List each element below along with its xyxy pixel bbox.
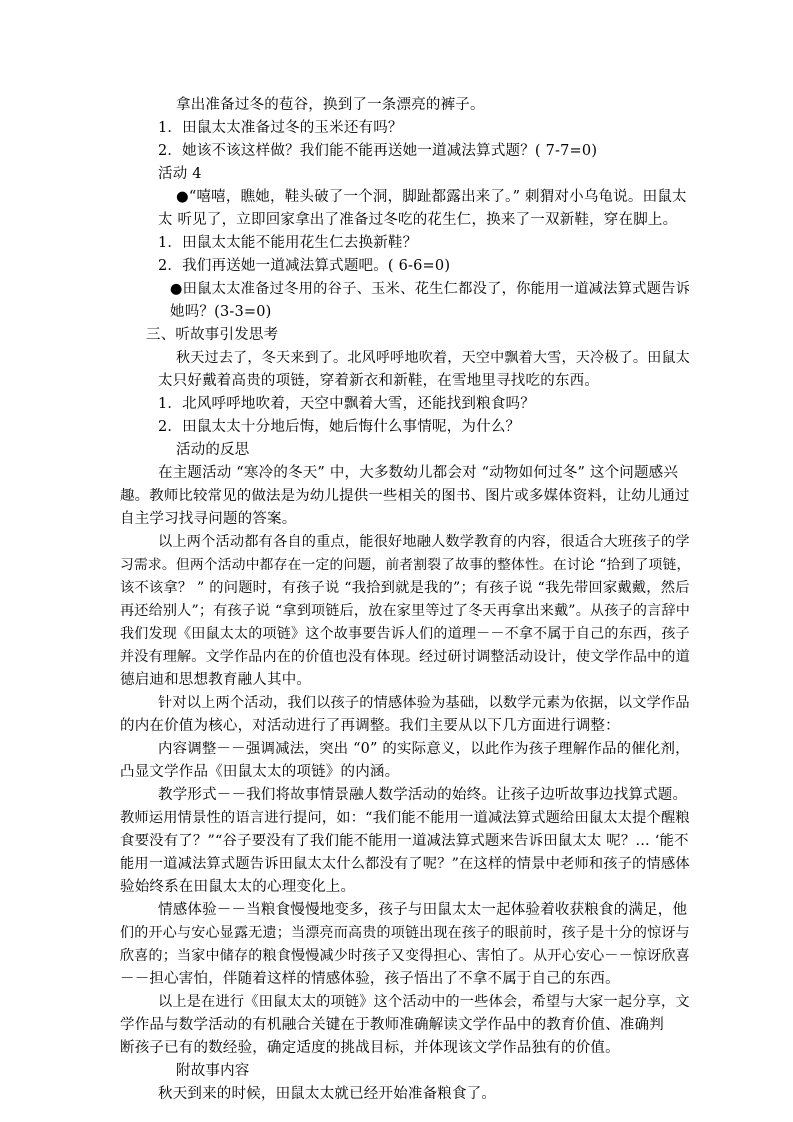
- section-heading: 附故事内容: [176, 1063, 250, 1079]
- paragraph-line: 我们发现《田鼠太太的项链》这个故事要告诉人们的道理－－不拿不属于自己的东西，孩子: [120, 626, 690, 642]
- text-line: 太只好戴着高贵的项链，穿着新衣和新鞋，在雪地里寻找吃的东西。: [158, 373, 599, 389]
- paragraph-line: 并没有理解。文学作品内在的价值也没有体现。经过研讨调整活动设计，使文学作品中的道: [120, 649, 690, 665]
- paragraph-line: 教学形式－－我们将故事情景融人数学活动的始终。让孩子边听故事边找算式题。: [158, 787, 688, 803]
- paragraph-line: 再还给别人”；有孩子说 “拿到项链后，放在家里等过了冬天再拿出来戴”。从孩子的言辞中: [120, 603, 691, 619]
- paragraph-line: 的内在价值为核心，对活动进行了再调整。我们主要从以下几方面进行调整：: [120, 718, 620, 734]
- paragraph-line: 针对以上两个活动，我们以孩子的情感体验为基础，以数学元素为依据，以文学作品: [158, 695, 690, 711]
- paragraph-line: 们的开心与安心显露无遗；当漂亮而高贵的项链出现在孩子的眼前时，孩子是十分的惊讶与: [120, 925, 690, 941]
- section-heading: 活动的反思: [176, 442, 250, 458]
- text-line: 秋天过去了，冬天来到了。北风呼呼地吹着，天空中飘着大雪，天冷极了。田鼠太: [176, 350, 691, 366]
- question-item: 1．田鼠太太能不能用花生仁去换新鞋？: [158, 235, 418, 251]
- question-item: 2．田鼠太太十分地后悔，她后悔什么事情呢，为什么？: [158, 419, 521, 435]
- paragraph-line: 断孩子已有的数经验，确定适度的挑战目标，并体现该文学作品独有的价值。: [120, 1040, 620, 1056]
- paragraph-line: 自主学习找寻问题的答案。: [120, 511, 297, 527]
- text-line: ●田鼠太太准备过冬用的谷子、玉米、花生仁都没了，你能用一道减法算式题告诉: [170, 281, 691, 297]
- text-line: 拿出准备过冬的苞谷，换到了一条漂亮的裤子。: [176, 97, 485, 113]
- paragraph-line: 在主题活动 “寒冷的冬天” 中，大多数幼儿都会对 “动物如何过冬” 这个问题感兴: [158, 465, 679, 481]
- section-heading: 三、听故事引发思考: [146, 327, 279, 343]
- question-item: 1．田鼠太太准备过冬的玉米还有吗？: [158, 120, 403, 136]
- text-line: 太 听见了，立即回家拿出了准备过冬吃的花生仁，换来了一双新鞋，穿在脚上。: [158, 212, 678, 228]
- question-item: 1．北风呼呼地吹着，天空中飘着大雪，还能找到粮食吗？: [158, 396, 535, 412]
- paragraph-line: 欣喜的；当家中储存的粮食慢慢减少时孩子又变得担心、害怕了。从开心安心－－惊讶欣喜: [120, 948, 690, 964]
- paragraph-line: 能用一道减法算式题告诉田鼠太太什么都没有了呢？”在这样的情景中老师和孩子的情感体: [120, 856, 690, 872]
- paragraph-line: 趣。教师比较常见的做法是为幼儿提供一些相关的图书、图片或多媒体资料，让幼儿通过: [120, 488, 690, 504]
- paragraph-line: 秋天到来的时候，田鼠太太就已经开始准备粮食了。: [158, 1086, 497, 1102]
- question-item: 2．她该不该这样做？我们能不能再送她一道减法算式题？( 7-7=0): [158, 143, 598, 159]
- paragraph-line: 教师运用情景性的语言进行提问，如：“我们能不能用一道减法算式题给田鼠太太提个醒粮: [120, 810, 690, 826]
- paragraph-line: 学作品与数学活动的有机融合关键在于教师准确解读文学作品中的教育价值、准确判: [120, 1017, 664, 1033]
- paragraph-line: 食要没有了？”“谷子要没有了我们能不能用一道减法算式题来告诉田鼠太太 呢？… ‘能不: [120, 833, 689, 849]
- paragraph-line: 验始终系在田鼠太太的心理变化上。: [120, 879, 356, 895]
- text-line: 她吗？(3-3=0): [170, 304, 272, 320]
- activity-heading: 活动 4: [158, 166, 202, 182]
- paragraph-line: 凸显文学作品《田鼠太太的项链》的内涵。: [120, 764, 400, 780]
- paragraph-line: 以上是在进行《田鼠太太的项链》这个活动中的一些体会，希望与大家一起分享，文: [158, 994, 690, 1010]
- paragraph-line: 内容调整－－强调减法，突出 “0” 的实际意义，以此作为孩子理解作品的催化剂，: [158, 741, 690, 757]
- paragraph-line: 情感体验－－当粮食慢慢地变多，孩子与田鼠太太一起体验着收获粮食的满足，他: [158, 902, 688, 918]
- question-item: 2．我们再送她一道减法算式题吧。( 6-6=0): [158, 258, 451, 274]
- paragraph-line: 德启迪和思想教育融人其中。: [120, 672, 312, 688]
- paragraph-line: 该不该拿？ ” 的问题时，有孩子说 “我拾到就是我的”；有孩子说 “我先带回家戴戴，然后: [120, 580, 690, 596]
- paragraph-line: －－担心害怕，伴随着这样的情感体验，孩子悟出了不拿不属于自己的东西。: [120, 971, 620, 987]
- paragraph-line: 习需求。但两个活动中都存在一定的问题，前者割裂了故事的整体性。在讨论 “拾到了项链，: [120, 557, 691, 573]
- paragraph-line: 以上两个活动都有各自的重点，能很好地融人数学教育的内容，很适合大班孩子的学: [158, 534, 690, 550]
- text-line: ●“嘻嘻，瞧她，鞋头破了一个洞，脚趾都露出来了。” 刺猬对小乌龟说。田鼠太: [176, 189, 687, 205]
